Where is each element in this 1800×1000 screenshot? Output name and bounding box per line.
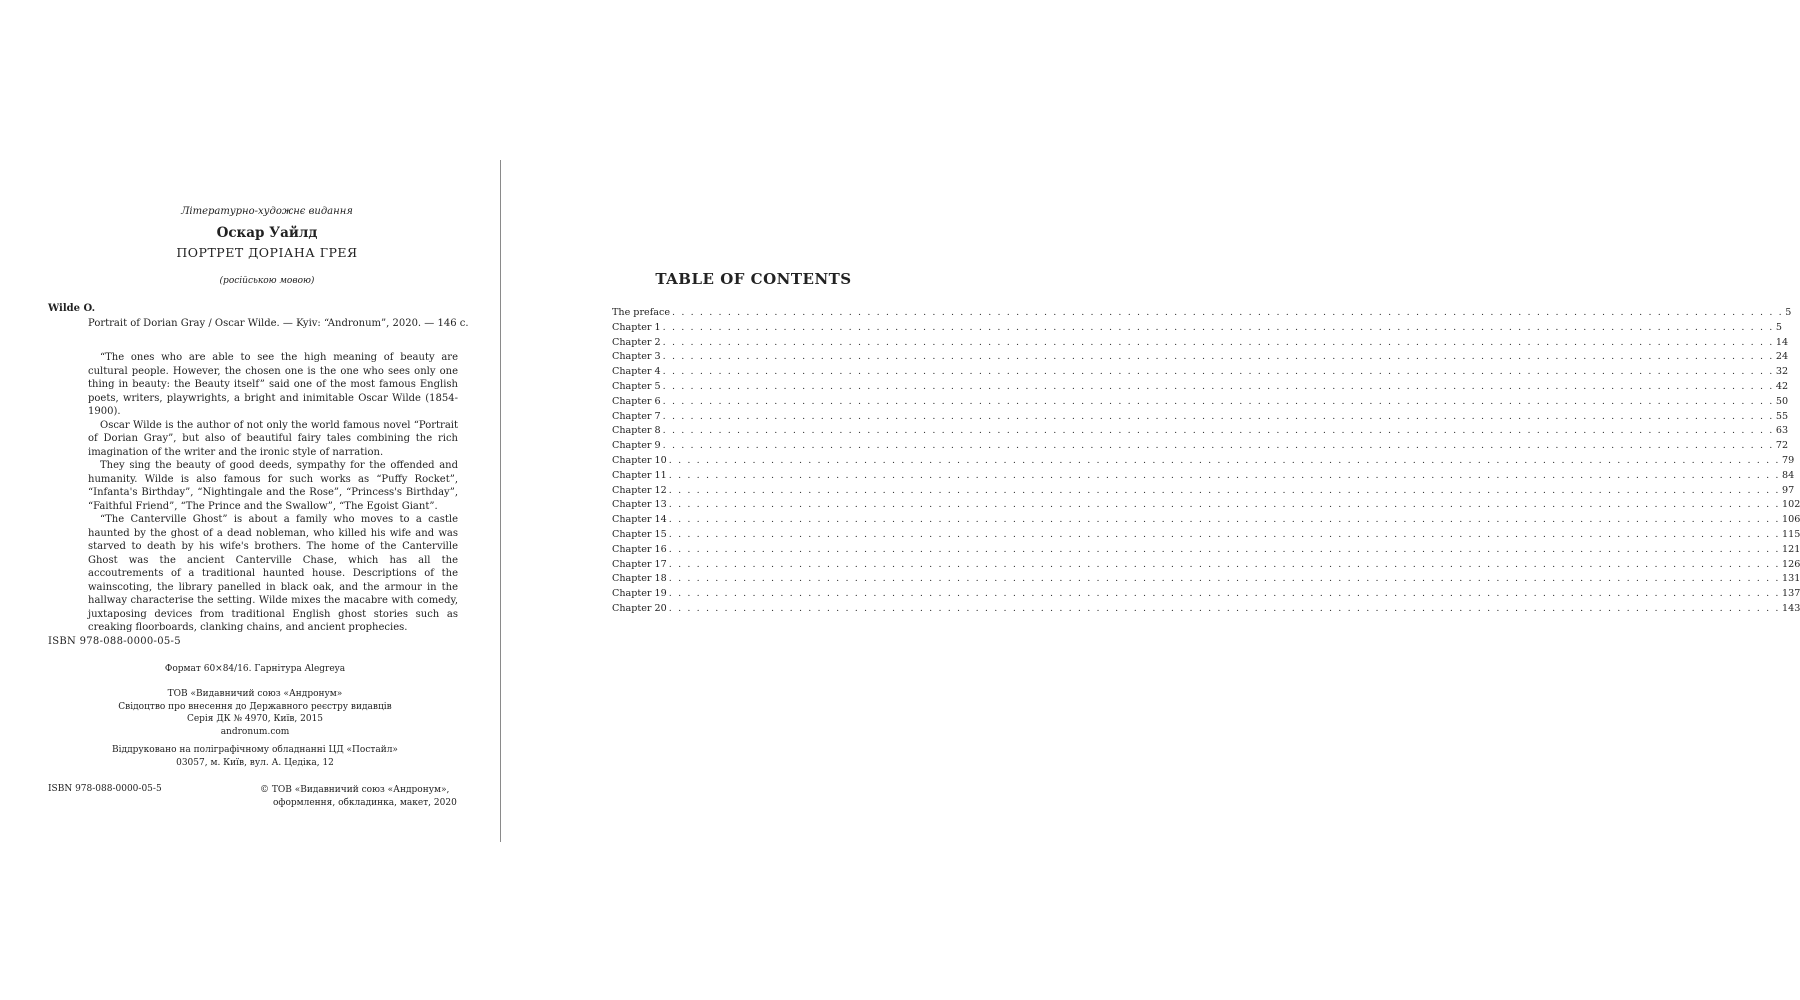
copyright-notice <box>260 784 460 809</box>
toc-entry-page: 55 <box>1775 410 1789 422</box>
toc-entry-page: 121 <box>1782 543 1800 555</box>
toc-entry-label: Chapter 15 <box>612 528 667 540</box>
toc-entry <box>612 395 1789 410</box>
toc-dot-leader: . . . . . . . . . . . . . . . . . . . . . . . . . . . . . . . . . . . . . . . . . . . . . . . . . . . . . . . . . . . . . . . . . . . . . . . . . . . . . . . . . . . . . . . . . . . . . . . . . . . . . . . . . . . . . . . . . . . . . . . . <box>668 499 1781 511</box>
edition-type: Літературно-художнє видання <box>181 206 353 217</box>
toc-dot-leader: . . . . . . . . . . . . . . . . . . . . . . . . . . . . . . . . . . . . . . . . . . . . . . . . . . . . . . . . . . . . . . . . . . . . . . . . . . . . . . . . . . . . . . . . . . . . . . . . . . . . . . . . . . . . . . . . . . . . . . . . <box>662 440 1774 452</box>
toc-entry <box>612 498 1800 513</box>
toc-dot-leader: . . . . . . . . . . . . . . . . . . . . . . . . . . . . . . . . . . . . . . . . . . . . . . . . . . . . . . . . . . . . . . . . . . . . . . . . . . . . . . . . . . . . . . . . . . . . . . . . . . . . . . . . . . . . . . . . . . . . . . . . <box>662 380 1774 392</box>
toc-entry-label: Chapter 1 <box>612 321 661 333</box>
isbn-bottom: ISBN 978-088-0000-05-5 <box>48 784 162 794</box>
copyright-line: оформлення, обкладинка, макет, 2020 <box>273 797 457 808</box>
toc-entry-page: 115 <box>1782 528 1800 540</box>
printer-block <box>90 744 420 769</box>
toc-entry-label: Chapter 2 <box>612 336 661 348</box>
toc-entry-page: 126 <box>1782 558 1800 570</box>
toc-entry-label: Chapter 4 <box>612 366 661 378</box>
toc-entry-label: Chapter 7 <box>612 410 661 422</box>
toc-entry-label: Chapter 5 <box>612 380 661 392</box>
toc-entry-page: 131 <box>1782 573 1800 585</box>
toc-entry-label: Chapter 9 <box>612 440 661 452</box>
toc-dot-leader: . . . . . . . . . . . . . . . . . . . . . . . . . . . . . . . . . . . . . . . . . . . . . . . . . . . . . . . . . . . . . . . . . . . . . . . . . . . . . . . . . . . . . . . . . . . . . . . . . . . . . . . . . . . . . . . . . . . . . . . . <box>662 410 1774 422</box>
toc-entry-page: 14 <box>1775 336 1789 348</box>
toc-entry <box>612 558 1800 573</box>
imprint-header <box>76 205 458 287</box>
toc-entry-page: 5 <box>1775 321 1783 333</box>
annotation <box>88 351 458 635</box>
toc-dot-leader: . . . . . . . . . . . . . . . . . . . . . . . . . . . . . . . . . . . . . . . . . . . . . . . . . . . . . . . . . . . . . . . . . . . . . . . . . . . . . . . . . . . . . . . . . . . . . . . . . . . . . . . . . . . . . . . . . . . . . . . . <box>662 395 1774 407</box>
toc-entry <box>612 528 1800 543</box>
toc-entry <box>612 424 1789 439</box>
toc-dot-leader: . . . . . . . . . . . . . . . . . . . . . . . . . . . . . . . . . . . . . . . . . . . . . . . . . . . . . . . . . . . . . . . . . . . . . . . . . . . . . . . . . . . . . . . . . . . . . . . . . . . . . . . . . . . . . . . . . . . . . . . . <box>668 469 1781 481</box>
toc-list <box>612 306 1800 617</box>
toc-entry <box>612 336 1789 351</box>
toc-dot-leader: . . . . . . . . . . . . . . . . . . . . . . . . . . . . . . . . . . . . . . . . . . . . . . . . . . . . . . . . . . . . . . . . . . . . . . . . . . . . . . . . . . . . . . . . . . . . . . . . . . . . . . . . . . . . . . . . . . . . . . . . <box>668 514 1781 526</box>
toc-entry-label: Chapter 14 <box>612 514 667 526</box>
toc-entry <box>612 410 1789 425</box>
toc-entry-label: Chapter 19 <box>612 588 667 600</box>
toc-entry-label: Chapter 17 <box>612 558 667 570</box>
toc-entry <box>612 513 1800 528</box>
book-title-ua: ПОРТРЕТ ДОРІАНА ГРЕЯ <box>176 245 358 260</box>
toc-dot-leader: . . . . . . . . . . . . . . . . . . . . . . . . . . . . . . . . . . . . . . . . . . . . . . . . . . . . . . . . . . . . . . . . . . . . . . . . . . . . . . . . . . . . . . . . . . . . . . . . . . . . . . . . . . . . . . . . . . . . . . . . <box>668 602 1781 614</box>
toc-entry <box>612 572 1800 587</box>
toc-entry-label: Chapter 16 <box>612 543 667 555</box>
toc-entry-page: 50 <box>1775 395 1789 407</box>
toc-entry-page: 97 <box>1782 484 1795 496</box>
toc-entry-label: Chapter 10 <box>612 454 667 466</box>
toc-entry-page: 84 <box>1782 469 1795 481</box>
isbn-top: ISBN 978-088-0000-05-5 <box>48 636 181 647</box>
toc-dot-leader: . . . . . . . . . . . . . . . . . . . . . . . . . . . . . . . . . . . . . . . . . . . . . . . . . . . . . . . . . . . . . . . . . . . . . . . . . . . . . . . . . . . . . . . . . . . . . . . . . . . . . . . . . . . . . . . . . . . . . . . . <box>662 336 1774 348</box>
toc-entry-page: 79 <box>1782 454 1795 466</box>
toc-entry-label: Chapter 6 <box>612 395 661 407</box>
toc-entry <box>612 587 1800 602</box>
toc-entry <box>612 321 1783 336</box>
toc-entry-label: Chapter 12 <box>612 484 667 496</box>
toc-dot-leader: . . . . . . . . . . . . . . . . . . . . . . . . . . . . . . . . . . . . . . . . . . . . . . . . . . . . . . . . . . . . . . . . . . . . . . . . . . . . . . . . . . . . . . . . . . . . . . . . . . . . . . . . . . . . . . . . . . . . . . . . <box>668 543 1781 555</box>
toc-entry <box>612 365 1789 380</box>
toc-entry-page: 63 <box>1775 425 1789 437</box>
toc-entry-page: 143 <box>1782 602 1800 614</box>
toc-entry-page: 106 <box>1782 514 1800 526</box>
toc-entry-label: Chapter 11 <box>612 469 667 481</box>
annotation-paragraph: “The ones who are able to see the high meaning of beauty are cultural people. However, the chosen one is the one who sees only one thing in beauty: the Beauty itself” said one of the most famous English poets, writers, playwrights, a bright and inimitable Oscar Wilde (1854-1900). <box>88 352 458 417</box>
toc-entry-page: 42 <box>1775 380 1789 392</box>
toc-dot-leader: . . . . . . . . . . . . . . . . . . . . . . . . . . . . . . . . . . . . . . . . . . . . . . . . . . . . . . . . . . . . . . . . . . . . . . . . . . . . . . . . . . . . . . . . . . . . . . . . . . . . . . . . . . . . . . . . . . . . . . . . <box>668 454 1781 466</box>
copyright-line: © ТОВ «Видавничий союз «Андронум», <box>260 785 450 795</box>
toc-entry-label: Chapter 8 <box>612 425 661 437</box>
toc-entry-page: 72 <box>1775 440 1789 452</box>
annotation-paragraph: They sing the beauty of good deeds, sympathy for the offended and humanity. Wilde is also famous for such works as “Puffy Rocket”, “Infanta's Birthday”, “Nightingale and the Rose”, “Princess's Birthday”, “Faithful Friend”, “The Prince and the Swallow”, “The Egoist Giant”. <box>88 460 458 512</box>
toc-dot-leader: . . . . . . . . . . . . . . . . . . . . . . . . . . . . . . . . . . . . . . . . . . . . . . . . . . . . . . . . . . . . . . . . . . . . . . . . . . . . . . . . . . . . . . . . . . . . . . . . . . . . . . . . . . . . . . . . . . . . . . . . <box>672 307 1784 318</box>
toc-dot-leader: . . . . . . . . . . . . . . . . . . . . . . . . . . . . . . . . . . . . . . . . . . . . . . . . . . . . . . . . . . . . . . . . . . . . . . . . . . . . . . . . . . . . . . . . . . . . . . . . . . . . . . . . . . . . . . . . . . . . . . . . <box>668 484 1781 496</box>
toc-dot-leader: . . . . . . . . . . . . . . . . . . . . . . . . . . . . . . . . . . . . . . . . . . . . . . . . . . . . . . . . . . . . . . . . . . . . . . . . . . . . . . . . . . . . . . . . . . . . . . . . . . . . . . . . . . . . . . . . . . . . . . . . <box>668 588 1781 600</box>
toc-title: TABLE OF CONTENTS <box>655 270 852 288</box>
page-divider <box>500 160 501 842</box>
toc-dot-leader: . . . . . . . . . . . . . . . . . . . . . . . . . . . . . . . . . . . . . . . . . . . . . . . . . . . . . . . . . . . . . . . . . . . . . . . . . . . . . . . . . . . . . . . . . . . . . . . . . . . . . . . . . . . . . . . . . . . . . . . . <box>668 573 1781 585</box>
toc-entry <box>612 602 1800 617</box>
toc-entry-label: Chapter 3 <box>612 351 661 363</box>
annotation-paragraph: “The Canterville Ghost” is about a family who moves to a castle haunted by the ghost of a dead nobleman, who killed his wife and was starved to death by his wife's brothers. The home of the Canterville Ghost was the ancient Canterville Chase, which has all the accoutrements of a traditional haunted house. Descriptions of the wainscoting, the library panelled in black oak, and the armour in the hallway characterise the setting. Wilde mixes the macabre with comedy, juxtaposing devices from traditional English ghost stories such as creaking floorboards, clanking chains, and ancient prophecies. <box>88 514 458 633</box>
toc-entry-page: 32 <box>1775 366 1789 378</box>
toc-entry <box>612 543 1800 558</box>
toc-entry-page: 137 <box>1782 588 1800 600</box>
toc-dot-leader: . . . . . . . . . . . . . . . . . . . . . . . . . . . . . . . . . . . . . . . . . . . . . . . . . . . . . . . . . . . . . . . . . . . . . . . . . . . . . . . . . . . . . . . . . . . . . . . . . . . . . . . . . . . . . . . . . . . . . . . . <box>662 366 1774 378</box>
toc-entry <box>612 439 1789 454</box>
toc-dot-leader: . . . . . . . . . . . . . . . . . . . . . . . . . . . . . . . . . . . . . . . . . . . . . . . . . . . . . . . . . . . . . . . . . . . . . . . . . . . . . . . . . . . . . . . . . . . . . . . . . . . . . . . . . . . . . . . . . . . . . . . . <box>668 528 1781 540</box>
toc-dot-leader: . . . . . . . . . . . . . . . . . . . . . . . . . . . . . . . . . . . . . . . . . . . . . . . . . . . . . . . . . . . . . . . . . . . . . . . . . . . . . . . . . . . . . . . . . . . . . . . . . . . . . . . . . . . . . . . . . . . . . . . . <box>662 425 1774 437</box>
toc-entry-label: Chapter 13 <box>612 499 667 511</box>
toc-entry-label: Chapter 18 <box>612 573 667 585</box>
format-line: Формат 60×84/16. Гарнітура Alegreya <box>164 664 346 674</box>
language-note: (російською мовою) <box>219 276 315 286</box>
toc-dot-leader: . . . . . . . . . . . . . . . . . . . . . . . . . . . . . . . . . . . . . . . . . . . . . . . . . . . . . . . . . . . . . . . . . . . . . . . . . . . . . . . . . . . . . . . . . . . . . . . . . . . . . . . . . . . . . . . . . . . . . . . . <box>668 558 1781 570</box>
toc-entry-page: 102 <box>1782 499 1800 511</box>
printer-line: Віддруковано на поліграфічному обладнанні ЦД «Постайл» <box>112 745 398 755</box>
toc-entry-page: 24 <box>1775 351 1789 363</box>
publisher-line: Свідоцтво про внесення до Державного реєстру видавців <box>118 701 392 712</box>
publisher-line: ТОВ «Видавничий союз «Андронум» <box>167 689 343 699</box>
publisher-website: andronum.com <box>220 726 290 737</box>
author-short: Wilde O. <box>48 303 96 314</box>
printer-address: 03057, м. Київ, вул. А. Цедіка, 12 <box>176 757 334 768</box>
toc-entry-label: Chapter 20 <box>612 602 667 614</box>
bibliographic-citation: Portrait of Dorian Gray / Oscar Wilde. — Kyiv: “Andronum”, 2020. — 146 c. <box>88 318 469 329</box>
toc-dot-leader: . . . . . . . . . . . . . . . . . . . . . . . . . . . . . . . . . . . . . . . . . . . . . . . . . . . . . . . . . . . . . . . . . . . . . . . . . . . . . . . . . . . . . . . . . . . . . . . . . . . . . . . . . . . . . . . . . . . . . . . . <box>662 351 1774 363</box>
toc-entry <box>612 380 1789 395</box>
toc-entry <box>612 350 1789 365</box>
toc-entry-label: The preface <box>612 307 671 318</box>
toc-entry <box>612 306 1792 321</box>
toc-entry <box>612 454 1795 469</box>
annotation-paragraph: Oscar Wilde is the author of not only the world famous novel “Portrait of Dorian Gray”, but also of beautiful fairy tales combining the rich imagination of the writer and the ironic style of narration. <box>88 419 458 458</box>
imprint-page <box>48 205 469 635</box>
publisher-line: Серія ДК № 4970, Київ, 2015 <box>186 714 324 724</box>
toc-dot-leader: . . . . . . . . . . . . . . . . . . . . . . . . . . . . . . . . . . . . . . . . . . . . . . . . . . . . . . . . . . . . . . . . . . . . . . . . . . . . . . . . . . . . . . . . . . . . . . . . . . . . . . . . . . . . . . . . . . . . . . . . <box>662 321 1774 333</box>
toc-entry-page: 5 <box>1785 307 1792 318</box>
publisher-block <box>90 688 420 738</box>
author-name-ua: Оскар Уайлд <box>216 225 318 241</box>
toc-entry <box>612 469 1795 484</box>
toc-entry <box>612 484 1795 499</box>
